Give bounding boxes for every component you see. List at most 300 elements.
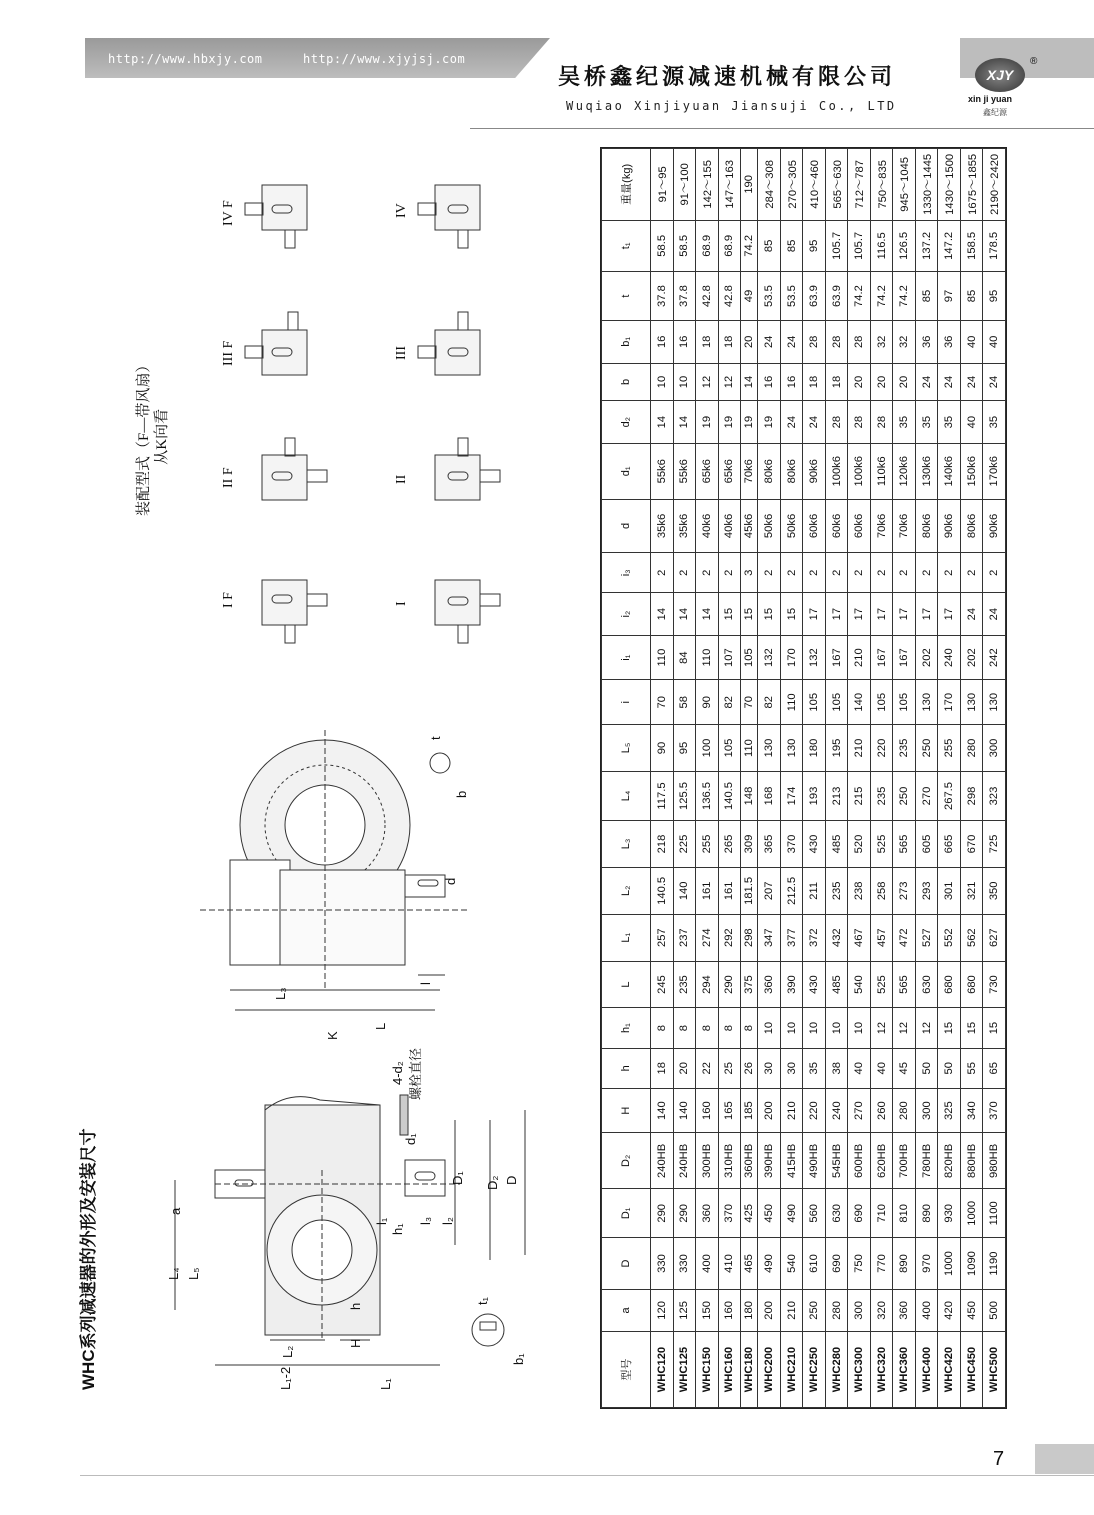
table-row (870, 149, 893, 1408)
table-cell: 605 (915, 821, 938, 868)
dim-h-upper: H (348, 1338, 363, 1348)
table-cell: 280 (825, 1289, 848, 1331)
table-cell: 420 (938, 1289, 961, 1331)
table-cell: 17 (938, 593, 961, 635)
dim-d2: D₂ (485, 1175, 500, 1190)
table-cell: 330 (673, 1238, 696, 1289)
table-cell: 37.8 (651, 272, 674, 321)
table-cell: 50 (915, 1048, 938, 1088)
table-cell: 80k6 (915, 499, 938, 553)
table-cell: 10 (758, 1008, 781, 1048)
table-cell: 193 (803, 771, 826, 820)
table-cell: 10 (651, 363, 674, 401)
table-cell: 14 (741, 363, 758, 401)
table-cell: 347 (758, 914, 781, 961)
table-cell: 565 (893, 821, 916, 868)
table-cell: 24 (915, 363, 938, 401)
table-cell: 14 (651, 401, 674, 443)
dim-l-small: l (418, 982, 433, 985)
table-cell: 360 (696, 1189, 719, 1238)
table-cell: 136.5 (696, 771, 719, 820)
table-cell: 74.2 (893, 272, 916, 321)
table-cell: 28 (825, 321, 848, 363)
column-header: a (602, 1289, 651, 1331)
table-cell: 2 (803, 553, 826, 593)
column-header: d (602, 499, 651, 553)
table-cell: 170 (938, 680, 961, 725)
table-cell: 390 (780, 961, 803, 1008)
table-cell: 210 (780, 1088, 803, 1133)
table-cell: 85 (758, 220, 781, 271)
table-cell: 80k6 (780, 443, 803, 499)
table-cell: 167 (893, 635, 916, 680)
table-cell: 178.5 (983, 220, 1006, 271)
table-cell: 12 (870, 1008, 893, 1048)
table-cell: 890 (893, 1238, 916, 1289)
table-cell: 60k6 (848, 499, 871, 553)
table-cell: 36 (915, 321, 938, 363)
table-cell: 95 (673, 725, 696, 772)
column-header: L₄ (602, 771, 651, 820)
table-cell: 24 (758, 321, 781, 363)
table-cell: 12 (915, 1008, 938, 1048)
table-cell: 130 (758, 725, 781, 772)
table-cell: 16 (780, 363, 803, 401)
table-cell: 370 (983, 1088, 1006, 1133)
table-cell: 610 (803, 1238, 826, 1289)
table-cell: 20 (893, 363, 916, 401)
dim-l5: L₅ (186, 1267, 201, 1280)
table-cell: 19 (758, 401, 781, 443)
column-header: L₂ (602, 867, 651, 914)
table-cell: 465 (741, 1238, 758, 1289)
table-cell: 116.5 (870, 220, 893, 271)
table-cell: 202 (915, 635, 938, 680)
table-cell: 410 (718, 1238, 741, 1289)
table-cell: 235 (825, 867, 848, 914)
table-row (696, 149, 719, 1408)
column-header: D (602, 1238, 651, 1289)
table-row (651, 149, 674, 1408)
table-cell: 490 (780, 1189, 803, 1238)
table-cell: 17 (870, 593, 893, 635)
table-cell: 90k6 (938, 499, 961, 553)
table-cell: 450 (758, 1189, 781, 1238)
assembly-diagrams (245, 185, 500, 643)
table-cell: 810 (893, 1189, 916, 1238)
dim-b1: b₁ (511, 1353, 526, 1365)
table-cell: 2 (848, 553, 871, 593)
table-cell: 238 (848, 867, 871, 914)
table-cell: 65k6 (696, 443, 719, 499)
table-cell: 42.8 (718, 272, 741, 321)
table-cell: 22 (696, 1048, 719, 1088)
table-cell: 125 (673, 1289, 696, 1331)
dim-d-shaft: d (443, 877, 458, 885)
table-cell: 2 (651, 553, 674, 593)
table-cell: 211 (803, 867, 826, 914)
table-cell: 70k6 (741, 443, 758, 499)
table-cell: 105.7 (825, 220, 848, 271)
table-cell: 630 (825, 1189, 848, 1238)
assembly-label-4f: IV F (221, 200, 236, 226)
table-row (915, 149, 938, 1408)
table-cell: 18 (718, 321, 741, 363)
table-cell: 970 (915, 1238, 938, 1289)
table-cell: 30 (758, 1048, 781, 1088)
table-cell: 107 (718, 635, 741, 680)
assembly-label-3f: III F (221, 340, 236, 366)
table-cell: 360HB (741, 1133, 758, 1189)
table-cell: 210 (848, 635, 871, 680)
table-cell: 360 (893, 1289, 916, 1331)
table-cell: 2 (960, 553, 983, 593)
table-cell: 280 (893, 1088, 916, 1133)
table-cell: 140k6 (938, 443, 961, 499)
table-cell: 350 (983, 867, 1006, 914)
table-cell: 690 (825, 1238, 848, 1289)
table-cell: 690 (848, 1189, 871, 1238)
table-cell: 12 (718, 363, 741, 401)
table-cell: 74.2 (870, 272, 893, 321)
table-cell: 16 (651, 321, 674, 363)
table-cell: 1000 (938, 1238, 961, 1289)
table-cell: 15 (983, 1008, 1006, 1048)
table-cell: 525 (870, 961, 893, 1008)
table-cell: 38 (825, 1048, 848, 1088)
table-cell: 181.5 (741, 867, 758, 914)
website-url-2[interactable]: http://www.xjyjsj.com (303, 52, 466, 66)
table-cell: 137.2 (915, 220, 938, 271)
table-cell: 58.5 (673, 220, 696, 271)
dim-h1: h₁ (390, 1223, 405, 1235)
table-cell: 32 (870, 321, 893, 363)
table-cell: 750 (848, 1238, 871, 1289)
table-cell: 712～787 (848, 149, 871, 221)
spec-table-frame (600, 147, 1007, 1409)
table-cell: 880HB (960, 1133, 983, 1189)
table-cell: 70k6 (870, 499, 893, 553)
table-cell: 17 (915, 593, 938, 635)
side-view-drawing (175, 1095, 525, 1365)
table-cell: 370 (718, 1189, 741, 1238)
table-cell: 130 (780, 725, 803, 772)
table-cell: 330 (651, 1238, 674, 1289)
table-cell: 237 (673, 914, 696, 961)
registered-mark: ® (1030, 56, 1038, 67)
table-cell: 235 (673, 961, 696, 1008)
table-cell: 20 (741, 321, 758, 363)
dim-t: t (428, 736, 443, 740)
table-cell: 45 (893, 1048, 916, 1088)
table-cell: 425 (741, 1189, 758, 1238)
table-cell: 90k6 (983, 499, 1006, 553)
table-cell: 168 (758, 771, 781, 820)
table-cell: 725 (983, 821, 1006, 868)
table-cell: 820HB (938, 1133, 961, 1189)
table-cell: 235 (893, 725, 916, 772)
table-cell: 377 (780, 914, 803, 961)
table-cell: 18 (825, 363, 848, 401)
table-cell: 36 (938, 321, 961, 363)
table-cell: 1190 (983, 1238, 1006, 1289)
dim-h: h (348, 1302, 363, 1310)
table-cell: 265 (718, 821, 741, 868)
table-cell: 55k6 (651, 443, 674, 499)
table-cell: 10 (848, 1008, 871, 1048)
table-cell: 100 (696, 725, 719, 772)
table-row (673, 149, 696, 1408)
table-cell: 84 (673, 635, 696, 680)
dim-b: b (454, 790, 469, 798)
model-cell: WHC125 (673, 1332, 696, 1408)
table-cell: 24 (983, 593, 1006, 635)
column-header: L₅ (602, 725, 651, 772)
table-cell: 58 (673, 680, 696, 725)
table-cell: 930 (938, 1189, 961, 1238)
table-cell: 105.7 (848, 220, 871, 271)
table-cell: 85 (915, 272, 938, 321)
table-cell: 35 (915, 401, 938, 443)
table-cell: 40k6 (718, 499, 741, 553)
table-cell: 195 (825, 725, 848, 772)
column-header: L₁ (602, 914, 651, 961)
table-cell: 290 (673, 1189, 696, 1238)
model-cell: WHC200 (758, 1332, 781, 1408)
table-cell: 485 (825, 821, 848, 868)
table-cell: 770 (870, 1238, 893, 1289)
table-cell: 70 (651, 680, 674, 725)
table-cell: 125.5 (673, 771, 696, 820)
table-cell: 49 (741, 272, 758, 321)
table-cell: 290 (651, 1189, 674, 1238)
table-row (741, 149, 758, 1408)
table-cell: 10 (825, 1008, 848, 1048)
table-cell: 180 (741, 1289, 758, 1331)
table-cell: 212.5 (780, 867, 803, 914)
assembly-label-1f: I F (221, 592, 236, 608)
table-cell: 430 (803, 821, 826, 868)
dim-l3: L₃ (273, 987, 288, 1000)
table-cell: 2 (983, 553, 1006, 593)
table-cell: 207 (758, 867, 781, 914)
column-header: L (602, 961, 651, 1008)
table-cell: 294 (696, 961, 719, 1008)
table-cell: 240HB (651, 1133, 674, 1189)
table-cell: 170 (780, 635, 803, 680)
table-cell: 14 (673, 593, 696, 635)
table-cell: 65 (983, 1048, 1006, 1088)
model-cell: WHC180 (741, 1332, 758, 1408)
table-cell: 545HB (825, 1133, 848, 1189)
table-cell: 490HB (803, 1133, 826, 1189)
table-cell: 340 (960, 1088, 983, 1133)
table-cell: 147～163 (718, 149, 741, 221)
table-cell: 35 (893, 401, 916, 443)
model-cell: WHC250 (803, 1332, 826, 1408)
table-cell: 3 (741, 553, 758, 593)
table-cell: 140 (848, 680, 871, 725)
front-view-drawing (200, 730, 470, 1010)
table-cell: 457 (870, 914, 893, 961)
spec-table-rotated (601, 148, 1006, 1408)
table-cell: 390HB (758, 1133, 781, 1189)
table-cell: 110 (696, 635, 719, 680)
assembly-label-2: II (394, 474, 409, 484)
table-cell: 2 (673, 553, 696, 593)
table-cell: 55 (960, 1048, 983, 1088)
table-cell: 26 (741, 1048, 758, 1088)
table-cell: 37.8 (673, 272, 696, 321)
table-cell: 372 (803, 914, 826, 961)
table-cell: 60k6 (803, 499, 826, 553)
website-url-1[interactable]: http://www.hbxjy.com (108, 52, 263, 66)
table-cell: 292 (718, 914, 741, 961)
table-cell: 40k6 (696, 499, 719, 553)
table-cell: 15 (780, 593, 803, 635)
table-cell: 260 (870, 1088, 893, 1133)
table-cell: 630 (915, 961, 938, 1008)
table-cell: 17 (893, 593, 916, 635)
table-cell: 32 (893, 321, 916, 363)
dim-l2: L₂ (280, 1345, 295, 1358)
table-cell: 945～1045 (893, 149, 916, 221)
table-cell: 1100 (983, 1189, 1006, 1238)
table-cell: 15 (718, 593, 741, 635)
table-cell: 301 (938, 867, 961, 914)
table-cell: 190 (741, 149, 758, 221)
table-cell: 97 (938, 272, 961, 321)
table-cell: 12 (893, 1008, 916, 1048)
table-cell: 65k6 (718, 443, 741, 499)
table-cell: 274 (696, 914, 719, 961)
table-cell: 63.9 (825, 272, 848, 321)
table-cell: 70 (741, 680, 758, 725)
table-cell: 710 (870, 1189, 893, 1238)
column-header: D₂ (602, 1133, 651, 1189)
table-row (960, 149, 983, 1408)
table-cell: 60k6 (825, 499, 848, 553)
column-header: i₃ (602, 553, 651, 593)
column-header: D₁ (602, 1189, 651, 1238)
table-cell: 105 (718, 725, 741, 772)
table-cell: 700HB (893, 1133, 916, 1189)
table-cell: 415HB (780, 1133, 803, 1189)
table-cell: 10 (803, 1008, 826, 1048)
table-cell: 220 (803, 1088, 826, 1133)
table-cell: 520 (848, 821, 871, 868)
dim-l1-2: L₁-2 (278, 1366, 293, 1390)
table-cell: 360 (758, 961, 781, 1008)
table-cell: 270 (915, 771, 938, 820)
table-cell: 293 (915, 867, 938, 914)
model-cell: WHC500 (983, 1332, 1006, 1408)
table-cell: 24 (938, 363, 961, 401)
dim-d1-upper: D₁ (450, 1171, 465, 1185)
column-header: i (602, 680, 651, 725)
table-cell: 20 (673, 1048, 696, 1088)
table-cell: 18 (651, 1048, 674, 1088)
table-cell: 90 (696, 680, 719, 725)
table-cell: 150 (696, 1289, 719, 1331)
table-cell: 250 (915, 725, 938, 772)
table-cell: 280 (960, 725, 983, 772)
table-cell: 100k6 (825, 443, 848, 499)
table-cell: 18 (696, 321, 719, 363)
table-cell: 170k6 (983, 443, 1006, 499)
dim-l2-small: l₂ (440, 1217, 455, 1225)
table-cell: 140 (673, 867, 696, 914)
label-bolt: 4-d₂ (390, 1061, 405, 1085)
table-cell: 255 (696, 821, 719, 868)
table-cell: 130k6 (915, 443, 938, 499)
table-cell: 161 (718, 867, 741, 914)
table-cell: 24 (780, 321, 803, 363)
table-cell: 750～835 (870, 149, 893, 221)
dim-t1: t₁ (475, 1297, 490, 1305)
table-cell: 70k6 (893, 499, 916, 553)
table-cell: 180 (803, 725, 826, 772)
table-cell: 10 (673, 363, 696, 401)
table-cell: 680 (960, 961, 983, 1008)
table-cell: 8 (718, 1008, 741, 1048)
table-cell: 28 (803, 321, 826, 363)
table-cell: 670 (960, 821, 983, 868)
table-cell: 1330～1445 (915, 149, 938, 221)
table-cell: 267.5 (938, 771, 961, 820)
table-cell: 40 (960, 401, 983, 443)
table-cell: 472 (893, 914, 916, 961)
table-cell: 105 (893, 680, 916, 725)
table-cell: 110 (651, 635, 674, 680)
table-cell: 140 (651, 1088, 674, 1133)
table-cell: 40 (983, 321, 1006, 363)
table-cell: 82 (718, 680, 741, 725)
table-cell: 980HB (983, 1133, 1006, 1189)
table-cell: 2 (893, 553, 916, 593)
table-cell: 20 (848, 363, 871, 401)
table-cell: 28 (825, 401, 848, 443)
table-row (803, 149, 826, 1408)
table-cell: 16 (758, 363, 781, 401)
table-cell: 565～630 (825, 149, 848, 221)
table-cell: 8 (651, 1008, 674, 1048)
table-cell: 15 (938, 1008, 961, 1048)
model-cell: WHC160 (718, 1332, 741, 1408)
table-cell: 284～308 (758, 149, 781, 221)
table-cell: 309 (741, 821, 758, 868)
table-cell: 100k6 (848, 443, 871, 499)
table-cell: 42.8 (696, 272, 719, 321)
table-cell: 15 (960, 1008, 983, 1048)
dim-l1: L₁ (378, 1378, 393, 1390)
table-cell: 2190～2420 (983, 149, 1006, 221)
table-cell: 321 (960, 867, 983, 914)
table-cell: 132 (758, 635, 781, 680)
table-cell: 53.5 (758, 272, 781, 321)
table-row (825, 149, 848, 1408)
table-cell: 24 (780, 401, 803, 443)
table-cell: 890 (915, 1189, 938, 1238)
table-cell: 174 (780, 771, 803, 820)
table-cell: 240 (938, 635, 961, 680)
table-cell: 8 (696, 1008, 719, 1048)
company-name-en: Wuqiao Xinjiyuan Jiansuji Co., LTD (566, 99, 897, 113)
table-cell: 160 (696, 1088, 719, 1133)
table-cell: 210 (780, 1289, 803, 1331)
table-cell: 365 (758, 821, 781, 868)
table-cell: 400 (696, 1238, 719, 1289)
